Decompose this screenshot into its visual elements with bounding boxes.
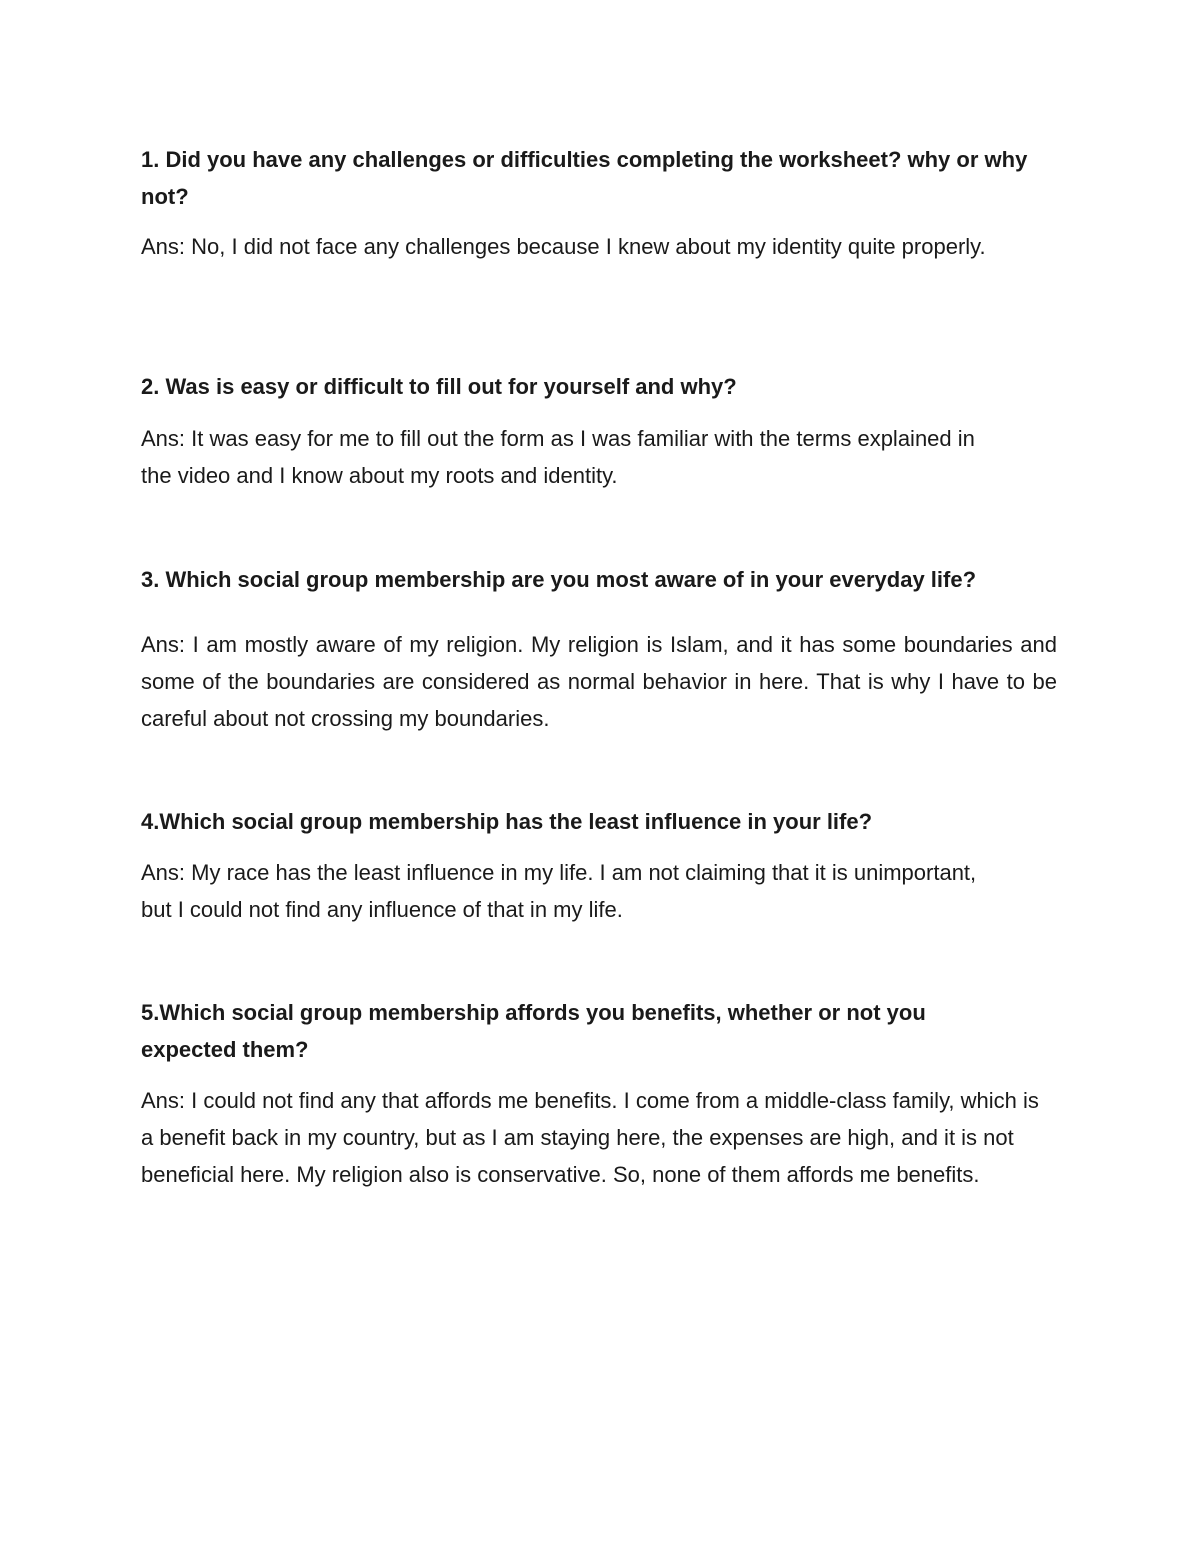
question-5: 5.Which social group membership affords you benefits, whether or not you expected them? [141, 1000, 926, 1062]
answer-5: Ans: I could not find any that affords me benefits. I come from a middle-class family, which is a benefit back in my country, but as I am staying here, the expenses are high, and it is not beneficial here. My religion also is conservative. So, none of them affords me benefits. [141, 1088, 1039, 1187]
answer-4: Ans: My race has the least influence in my life. I am not claiming that it is unimportant, but I could not find any influence of that in my life. [141, 860, 977, 922]
question-2: 2. Was is easy or difficult to fill out for yourself and why? [141, 374, 737, 399]
question-1: 1. Did you have any challenges or difficulties completing the worksheet? why or why not? [141, 147, 1028, 209]
question-3: 3. Which social group membership are you most aware of in your everyday life? [141, 567, 977, 592]
question-4: 4.Which social group membership has the least influence in your life? [141, 809, 873, 834]
answer-1: Ans: No, I did not face any challenges because I knew about my identity quite properly. [141, 234, 986, 259]
answer-3: Ans: I am mostly aware of my religion. My religion is Islam, and it has some boundaries and some of the boundaries are considered as normal behavior in here. That is why I have to be careful about not crossing my boundaries. [141, 632, 1057, 731]
answer-2: Ans: It was easy for me to fill out the form as I was familiar with the terms explained in the video and I know about my roots and identity. [141, 426, 975, 488]
